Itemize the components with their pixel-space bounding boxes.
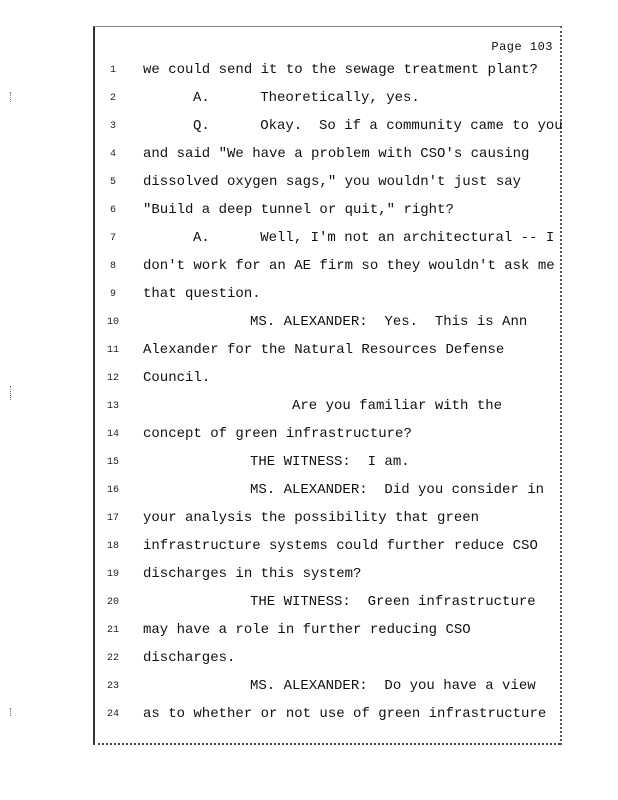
line-text: Q. Okay. So if a community came to you	[193, 118, 563, 134]
transcript-line	[0, 258, 618, 278]
transcript-line	[0, 118, 618, 138]
line-text: as to whether or not use of green infrastructure	[143, 706, 547, 722]
line-number: 19	[106, 569, 119, 580]
line-text: that question.	[143, 286, 261, 302]
line-number: 12	[106, 373, 119, 384]
line-text: "Build a deep tunnel or quit," right?	[143, 202, 454, 218]
line-text: A. Well, I'm not an architectural -- I	[193, 230, 555, 246]
line-number: 20	[106, 597, 119, 608]
transcript-line	[0, 202, 618, 222]
transcript-line	[0, 482, 618, 502]
transcript-line	[0, 174, 618, 194]
line-text: discharges in this system?	[143, 566, 362, 582]
transcript-line	[0, 706, 618, 726]
transcript-line	[0, 370, 618, 390]
transcript-line	[0, 398, 618, 418]
line-number: 6	[109, 205, 116, 216]
line-text: MS. ALEXANDER: Yes. This is Ann	[250, 314, 528, 330]
line-number: 22	[106, 653, 119, 664]
line-text: may have a role in further reducing CSO	[143, 622, 471, 638]
transcript-line	[0, 622, 618, 642]
line-text: Council.	[143, 370, 211, 386]
line-text: THE WITNESS: I am.	[250, 454, 410, 470]
transcript-line	[0, 230, 618, 250]
line-number: 3	[109, 121, 116, 132]
line-text: concept of green infrastructure?	[143, 426, 412, 442]
page-bottom-rule	[93, 743, 560, 745]
line-number: 15	[106, 457, 119, 468]
page-number: Page 103	[491, 40, 553, 54]
line-number: 14	[106, 429, 119, 440]
line-number: 24	[106, 709, 119, 720]
line-number: 13	[106, 401, 119, 412]
transcript-line	[0, 454, 618, 474]
line-number: 18	[106, 541, 119, 552]
line-number: 16	[106, 485, 119, 496]
transcript-line	[0, 314, 618, 334]
line-text: don't work for an AE firm so they wouldn't ask me	[143, 258, 555, 274]
line-number: 23	[106, 681, 119, 692]
transcript-line	[0, 510, 618, 530]
line-text: MS. ALEXANDER: Do you have a view	[250, 678, 536, 694]
line-text: A. Theoretically, yes.	[193, 90, 420, 106]
line-number: 21	[106, 625, 119, 636]
line-number: 5	[109, 177, 116, 188]
line-text: THE WITNESS: Green infrastructure	[250, 594, 536, 610]
line-text: infrastructure systems could further reduce CSO	[143, 538, 538, 554]
line-number: 17	[106, 513, 119, 524]
line-text: Are you familiar with the	[292, 398, 503, 414]
line-text: discharges.	[143, 650, 236, 666]
line-number: 2	[109, 93, 116, 104]
transcript-line	[0, 286, 618, 306]
transcript-line	[0, 342, 618, 362]
transcript-line	[0, 594, 618, 614]
transcript-line	[0, 146, 618, 166]
line-number: 11	[106, 345, 119, 356]
transcript-line	[0, 678, 618, 698]
transcript-line	[0, 426, 618, 446]
transcript-line	[0, 566, 618, 586]
line-text: your analysis the possibility that green	[143, 510, 480, 526]
line-text: Alexander for the Natural Resources Defense	[143, 342, 505, 358]
transcript-line	[0, 90, 618, 110]
line-number: 4	[109, 149, 116, 160]
line-text: and said "We have a problem with CSO's causing	[143, 146, 530, 162]
line-number: 1	[109, 65, 116, 76]
line-text: MS. ALEXANDER: Did you consider in	[250, 482, 545, 498]
line-text: we could send it to the sewage treatment plant?	[143, 62, 538, 78]
line-number: 9	[109, 289, 116, 300]
transcript-line	[0, 538, 618, 558]
line-number: 10	[106, 317, 119, 328]
transcript-line	[0, 62, 618, 82]
line-text: dissolved oxygen sags," you wouldn't just say	[143, 174, 522, 190]
line-number: 8	[109, 261, 116, 272]
transcript-line	[0, 650, 618, 670]
line-number: 7	[109, 233, 116, 244]
